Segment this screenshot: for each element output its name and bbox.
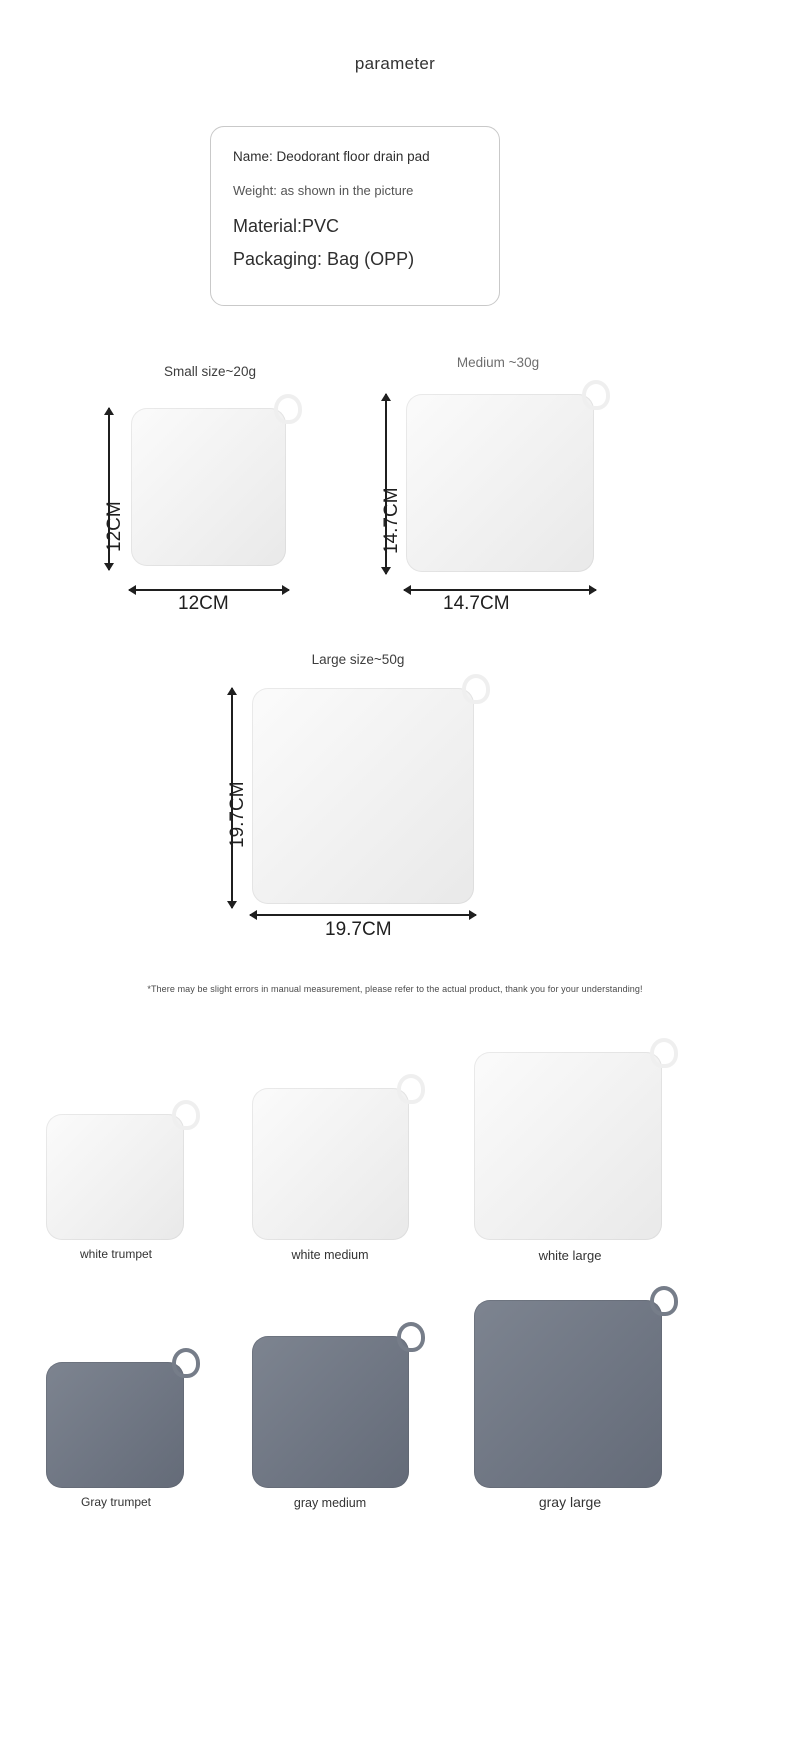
variant-label-gray-trumpet: Gray trumpet xyxy=(80,1495,152,1509)
hanging-loop-icon xyxy=(650,1038,678,1068)
parameter-card xyxy=(210,126,500,306)
variant-pad-white-large[interactable] xyxy=(474,1052,662,1240)
medium-size-label: Medium ~30g xyxy=(456,355,540,370)
variant-pad-gray-large[interactable] xyxy=(474,1300,662,1488)
hanging-loop-icon xyxy=(462,674,490,704)
medium-width-text: 14.7CM xyxy=(443,593,510,614)
variant-pad-white-small[interactable] xyxy=(46,1114,184,1240)
variant-label-gray-medium: gray medium xyxy=(293,1496,367,1510)
page-title: parameter xyxy=(354,54,436,73)
variant-label-white-medium: white medium xyxy=(291,1248,369,1262)
medium-height-text: 14.7CM xyxy=(381,487,402,554)
large-pad-image xyxy=(252,688,474,904)
large-size-label: Large size~50g xyxy=(311,652,405,667)
param-weight: Weight: as shown in the picture xyxy=(233,182,414,198)
small-height-text: 12CM xyxy=(104,501,125,552)
hanging-loop-icon xyxy=(397,1322,425,1352)
small-size-label: Small size~20g xyxy=(164,364,256,379)
small-pad-image xyxy=(131,408,286,566)
small-width-text: 12CM xyxy=(178,593,229,614)
medium-pad-image xyxy=(406,394,594,572)
measurement-note: *There may be slight errors in manual measurement, please refer to the actual product, thank you for your understanding! xyxy=(147,984,643,994)
large-width-arrow xyxy=(250,914,476,916)
variant-pad-white-medium[interactable] xyxy=(252,1088,409,1240)
param-material: Material:PVC xyxy=(233,216,340,237)
medium-width-arrow xyxy=(404,589,596,591)
param-packaging: Packaging: Bag (OPP) xyxy=(233,248,415,269)
hanging-loop-icon xyxy=(397,1074,425,1104)
hanging-loop-icon xyxy=(650,1286,678,1316)
variant-label-white-trumpet: white trumpet xyxy=(79,1247,153,1261)
large-width-text: 19.7CM xyxy=(325,919,392,940)
hanging-loop-icon xyxy=(274,394,302,424)
variant-label-gray-large: gray large xyxy=(538,1494,602,1510)
large-height-text: 19.7CM xyxy=(227,781,248,848)
variant-pad-gray-small[interactable] xyxy=(46,1362,184,1488)
hanging-loop-icon xyxy=(172,1348,200,1378)
param-name: Name: Deodorant floor drain pad xyxy=(233,149,430,164)
hanging-loop-icon xyxy=(582,380,610,410)
variant-label-white-large: white large xyxy=(538,1248,602,1263)
variant-pad-gray-medium[interactable] xyxy=(252,1336,409,1488)
small-width-arrow xyxy=(129,589,289,591)
hanging-loop-icon xyxy=(172,1100,200,1130)
